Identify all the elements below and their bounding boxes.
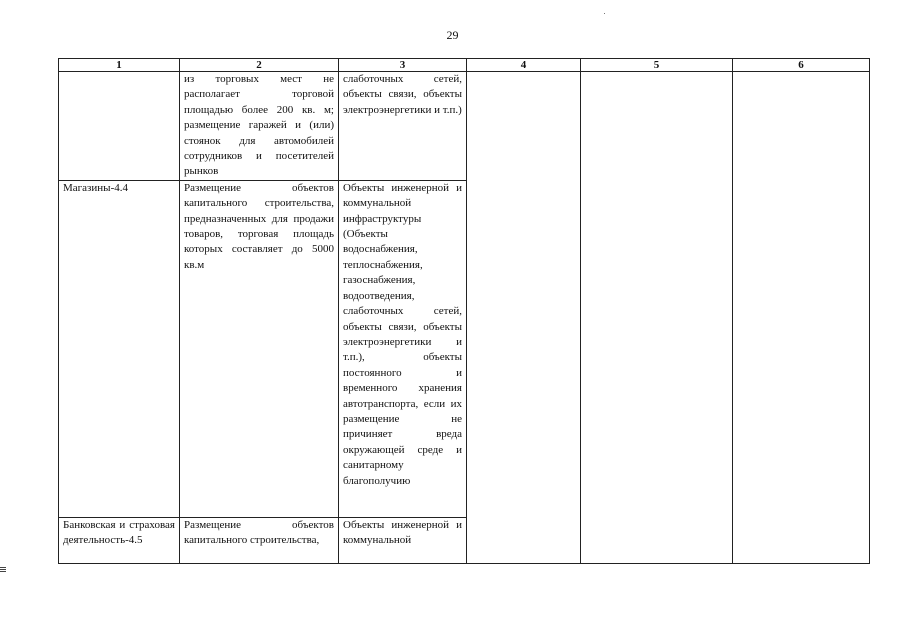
table-row [59, 72, 870, 181]
page-number: 29 [446, 28, 459, 42]
table-cell-col6 [733, 72, 870, 564]
table-cell-use-type: Банковская и страховая деятельность-4.5 [59, 517, 180, 563]
column-header: 3 [339, 59, 467, 72]
table-cell-use-type: Магазины-4.4 [59, 180, 180, 517]
table-cell-col5 [581, 72, 733, 564]
land-use-table [58, 58, 870, 564]
column-header: 5 [581, 59, 733, 72]
table-cell-description: из торговых мест не располагает торговой площадью более 200 кв. м; размещение гаражей и (или) стоянок для автомобилей сотрудников и посетителей рынков [180, 72, 339, 181]
table-cell-auxiliary-uses: Объекты инженерной и коммунальной инфраструктуры (Объекты водоснабжения, теплоснабжения, газоснабжения, водоотведения, слаботочных сетей, объекты связи, объекты электроэнергетики и т.п.), объекты постоянного и временного хранения автотранспорта, если их размещение не причиняет вреда окружающей среде и санитарному благополучию [339, 180, 467, 517]
table-cell-description: Размещение объектов капитального строительства, [180, 517, 339, 563]
column-header: 4 [467, 59, 581, 72]
table-cell-col4 [467, 72, 581, 564]
column-header: 2 [180, 59, 339, 72]
table-cell-auxiliary-uses: Объекты инженерной и коммунальной [339, 517, 467, 563]
table-cell-auxiliary-uses: слаботочных сетей, объекты связи, объекты электроэнергетики и т.п.) [339, 72, 467, 181]
scan-artifact-dot [604, 13, 605, 14]
table-cell-description: Размещение объектов капитального строительства, предназначенных для продажи товаров, торговая площадь которых составляет до 5000 кв.м [180, 180, 339, 517]
table-cell-use-type [59, 72, 180, 181]
edge-marker-icon [0, 567, 6, 568]
table-header-row [59, 59, 870, 72]
column-header: 1 [59, 59, 180, 72]
column-header: 6 [733, 59, 870, 72]
